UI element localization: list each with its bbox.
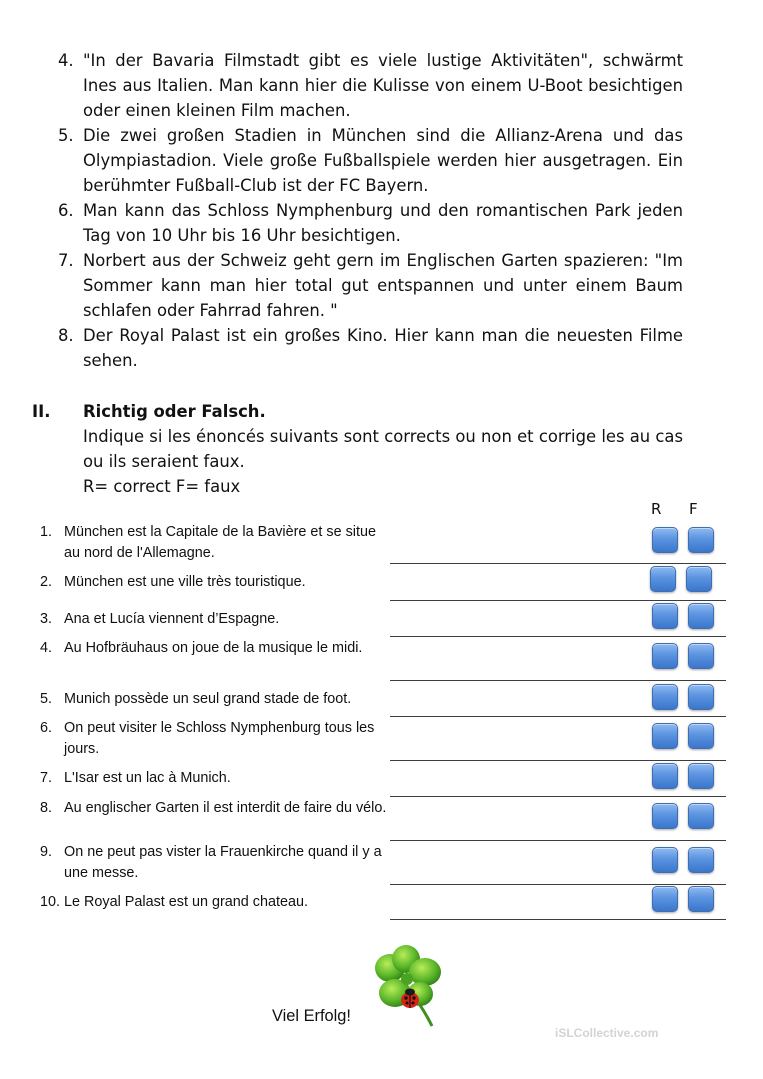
section-title: Richtig oder Falsch. bbox=[83, 402, 266, 421]
checkbox-r[interactable] bbox=[652, 886, 678, 912]
statement-row bbox=[40, 768, 388, 789]
checkbox-r[interactable] bbox=[652, 847, 678, 873]
checkbox-f[interactable] bbox=[688, 603, 714, 629]
statement-number: 1. bbox=[40, 524, 53, 540]
statement-number: 10. bbox=[40, 894, 61, 910]
reading-item bbox=[58, 123, 683, 198]
checkbox-r[interactable] bbox=[652, 723, 678, 749]
answer-line[interactable] bbox=[390, 840, 726, 841]
item-text: Der Royal Palast ist ein großes Kino. Hier kann man die neuesten Filme sehen. bbox=[83, 326, 683, 370]
statement-number: 7. bbox=[40, 770, 53, 786]
reading-item bbox=[58, 248, 683, 323]
reading-item bbox=[58, 323, 683, 373]
checkbox-f[interactable] bbox=[688, 684, 714, 710]
reading-item bbox=[58, 198, 683, 248]
statement-row bbox=[40, 892, 388, 913]
statement-text: L'Isar est un lac à Munich. bbox=[64, 770, 231, 786]
statement-text: Ana et Lucía viennent d’Espagne. bbox=[64, 611, 280, 627]
statement-row bbox=[40, 718, 388, 760]
section-body bbox=[83, 399, 683, 499]
statement-text: München est une ville très touristique. bbox=[64, 574, 306, 590]
statement-number: 6. bbox=[40, 720, 53, 736]
statement-text: Le Royal Palast est un grand chateau. bbox=[64, 894, 309, 910]
statement-number: 4. bbox=[40, 640, 53, 656]
item-number: 5. bbox=[58, 126, 74, 145]
section-instruction: Indique si les énoncés suivants sont corrects ou non et corrige les au cas ou ils seraient faux. bbox=[83, 427, 683, 471]
statement-row bbox=[40, 798, 388, 819]
watermark: iSLCollective.com bbox=[555, 1026, 659, 1040]
answer-line[interactable] bbox=[390, 796, 726, 797]
checkbox-f[interactable] bbox=[688, 803, 714, 829]
checkbox-f[interactable] bbox=[686, 566, 712, 592]
checkbox-r[interactable] bbox=[652, 643, 678, 669]
checkbox-f[interactable] bbox=[688, 723, 714, 749]
column-header-f: F bbox=[689, 500, 698, 518]
checkbox-f[interactable] bbox=[688, 527, 714, 553]
reading-item bbox=[58, 48, 683, 123]
item-text: "In der Bavaria Filmstadt gibt es viele lustige Aktivitäten", schwärmt Ines aus Italien. Man kann hier die Kulisse von einem U-Boot besichtigen oder einen kleinen Film machen. bbox=[83, 51, 683, 120]
statement-row bbox=[40, 609, 388, 630]
closing-text: Viel Erfolg! bbox=[272, 1007, 351, 1025]
checkbox-f[interactable] bbox=[688, 643, 714, 669]
checkbox-r[interactable] bbox=[652, 527, 678, 553]
item-number: 8. bbox=[58, 326, 74, 345]
checkbox-r[interactable] bbox=[650, 566, 676, 592]
statement-row bbox=[40, 842, 388, 884]
answer-line[interactable] bbox=[390, 716, 726, 717]
item-text: Die zwei großen Stadien in München sind die Allianz-Arena und das Olympiastadion. Viele große Fußballspiele werden hier ausgetragen. Ein berühmter Fußball-Club ist der FC Bayern. bbox=[83, 126, 683, 195]
checkbox-r[interactable] bbox=[652, 603, 678, 629]
answer-line[interactable] bbox=[390, 600, 726, 601]
statement-text: München est la Capitale de la Bavière et se situe au nord de l'Allemagne. bbox=[64, 524, 376, 561]
section-legend: R= correct F= faux bbox=[83, 477, 241, 496]
item-text: Norbert aus der Schweiz geht gern im Englischen Garten spazieren: "Im Sommer kann man hier total gut entspannen und unter einem Baum schlafen oder Fahrrad fahren. " bbox=[83, 251, 683, 320]
item-number: 6. bbox=[58, 201, 74, 220]
statement-row bbox=[40, 522, 388, 564]
checkbox-f[interactable] bbox=[688, 763, 714, 789]
checkbox-f[interactable] bbox=[688, 886, 714, 912]
statement-row bbox=[40, 638, 388, 659]
statement-text: Au englischer Garten il est interdit de faire du vélo. bbox=[64, 800, 387, 816]
statement-number: 9. bbox=[40, 844, 53, 860]
checkbox-f[interactable] bbox=[688, 847, 714, 873]
answer-line[interactable] bbox=[390, 884, 726, 885]
item-number: 7. bbox=[58, 251, 74, 270]
answer-line[interactable] bbox=[390, 636, 726, 637]
statement-number: 2. bbox=[40, 574, 53, 590]
statement-number: 8. bbox=[40, 800, 53, 816]
statement-text: Au Hofbräuhaus on joue de la musique le midi. bbox=[64, 640, 363, 656]
statement-row bbox=[40, 572, 388, 593]
answer-line[interactable] bbox=[390, 680, 726, 681]
answer-line[interactable] bbox=[390, 919, 726, 920]
statement-text: On peut visiter le Schloss Nymphenburg tous les jours. bbox=[64, 720, 375, 757]
reading-list bbox=[58, 48, 683, 373]
answer-line[interactable] bbox=[390, 760, 726, 761]
clover-icon bbox=[360, 942, 452, 1028]
statement-number: 3. bbox=[40, 611, 53, 627]
checkbox-r[interactable] bbox=[652, 763, 678, 789]
statement-text: On ne peut pas vister la Frauenkirche quand il y a une messe. bbox=[64, 844, 382, 881]
statement-number: 5. bbox=[40, 691, 53, 707]
checkbox-r[interactable] bbox=[652, 803, 678, 829]
checkbox-r[interactable] bbox=[652, 684, 678, 710]
answer-line[interactable] bbox=[390, 563, 726, 564]
section-numeral: II. bbox=[32, 402, 51, 421]
statement-row bbox=[40, 689, 388, 710]
item-number: 4. bbox=[58, 51, 74, 70]
item-text: Man kann das Schloss Nymphenburg und den romantischen Park jeden Tag von 10 Uhr bis 16 Uhr besichtigen. bbox=[83, 201, 683, 245]
column-header-r: R bbox=[651, 500, 662, 518]
statement-text: Munich possède un seul grand stade de foot. bbox=[64, 691, 352, 707]
